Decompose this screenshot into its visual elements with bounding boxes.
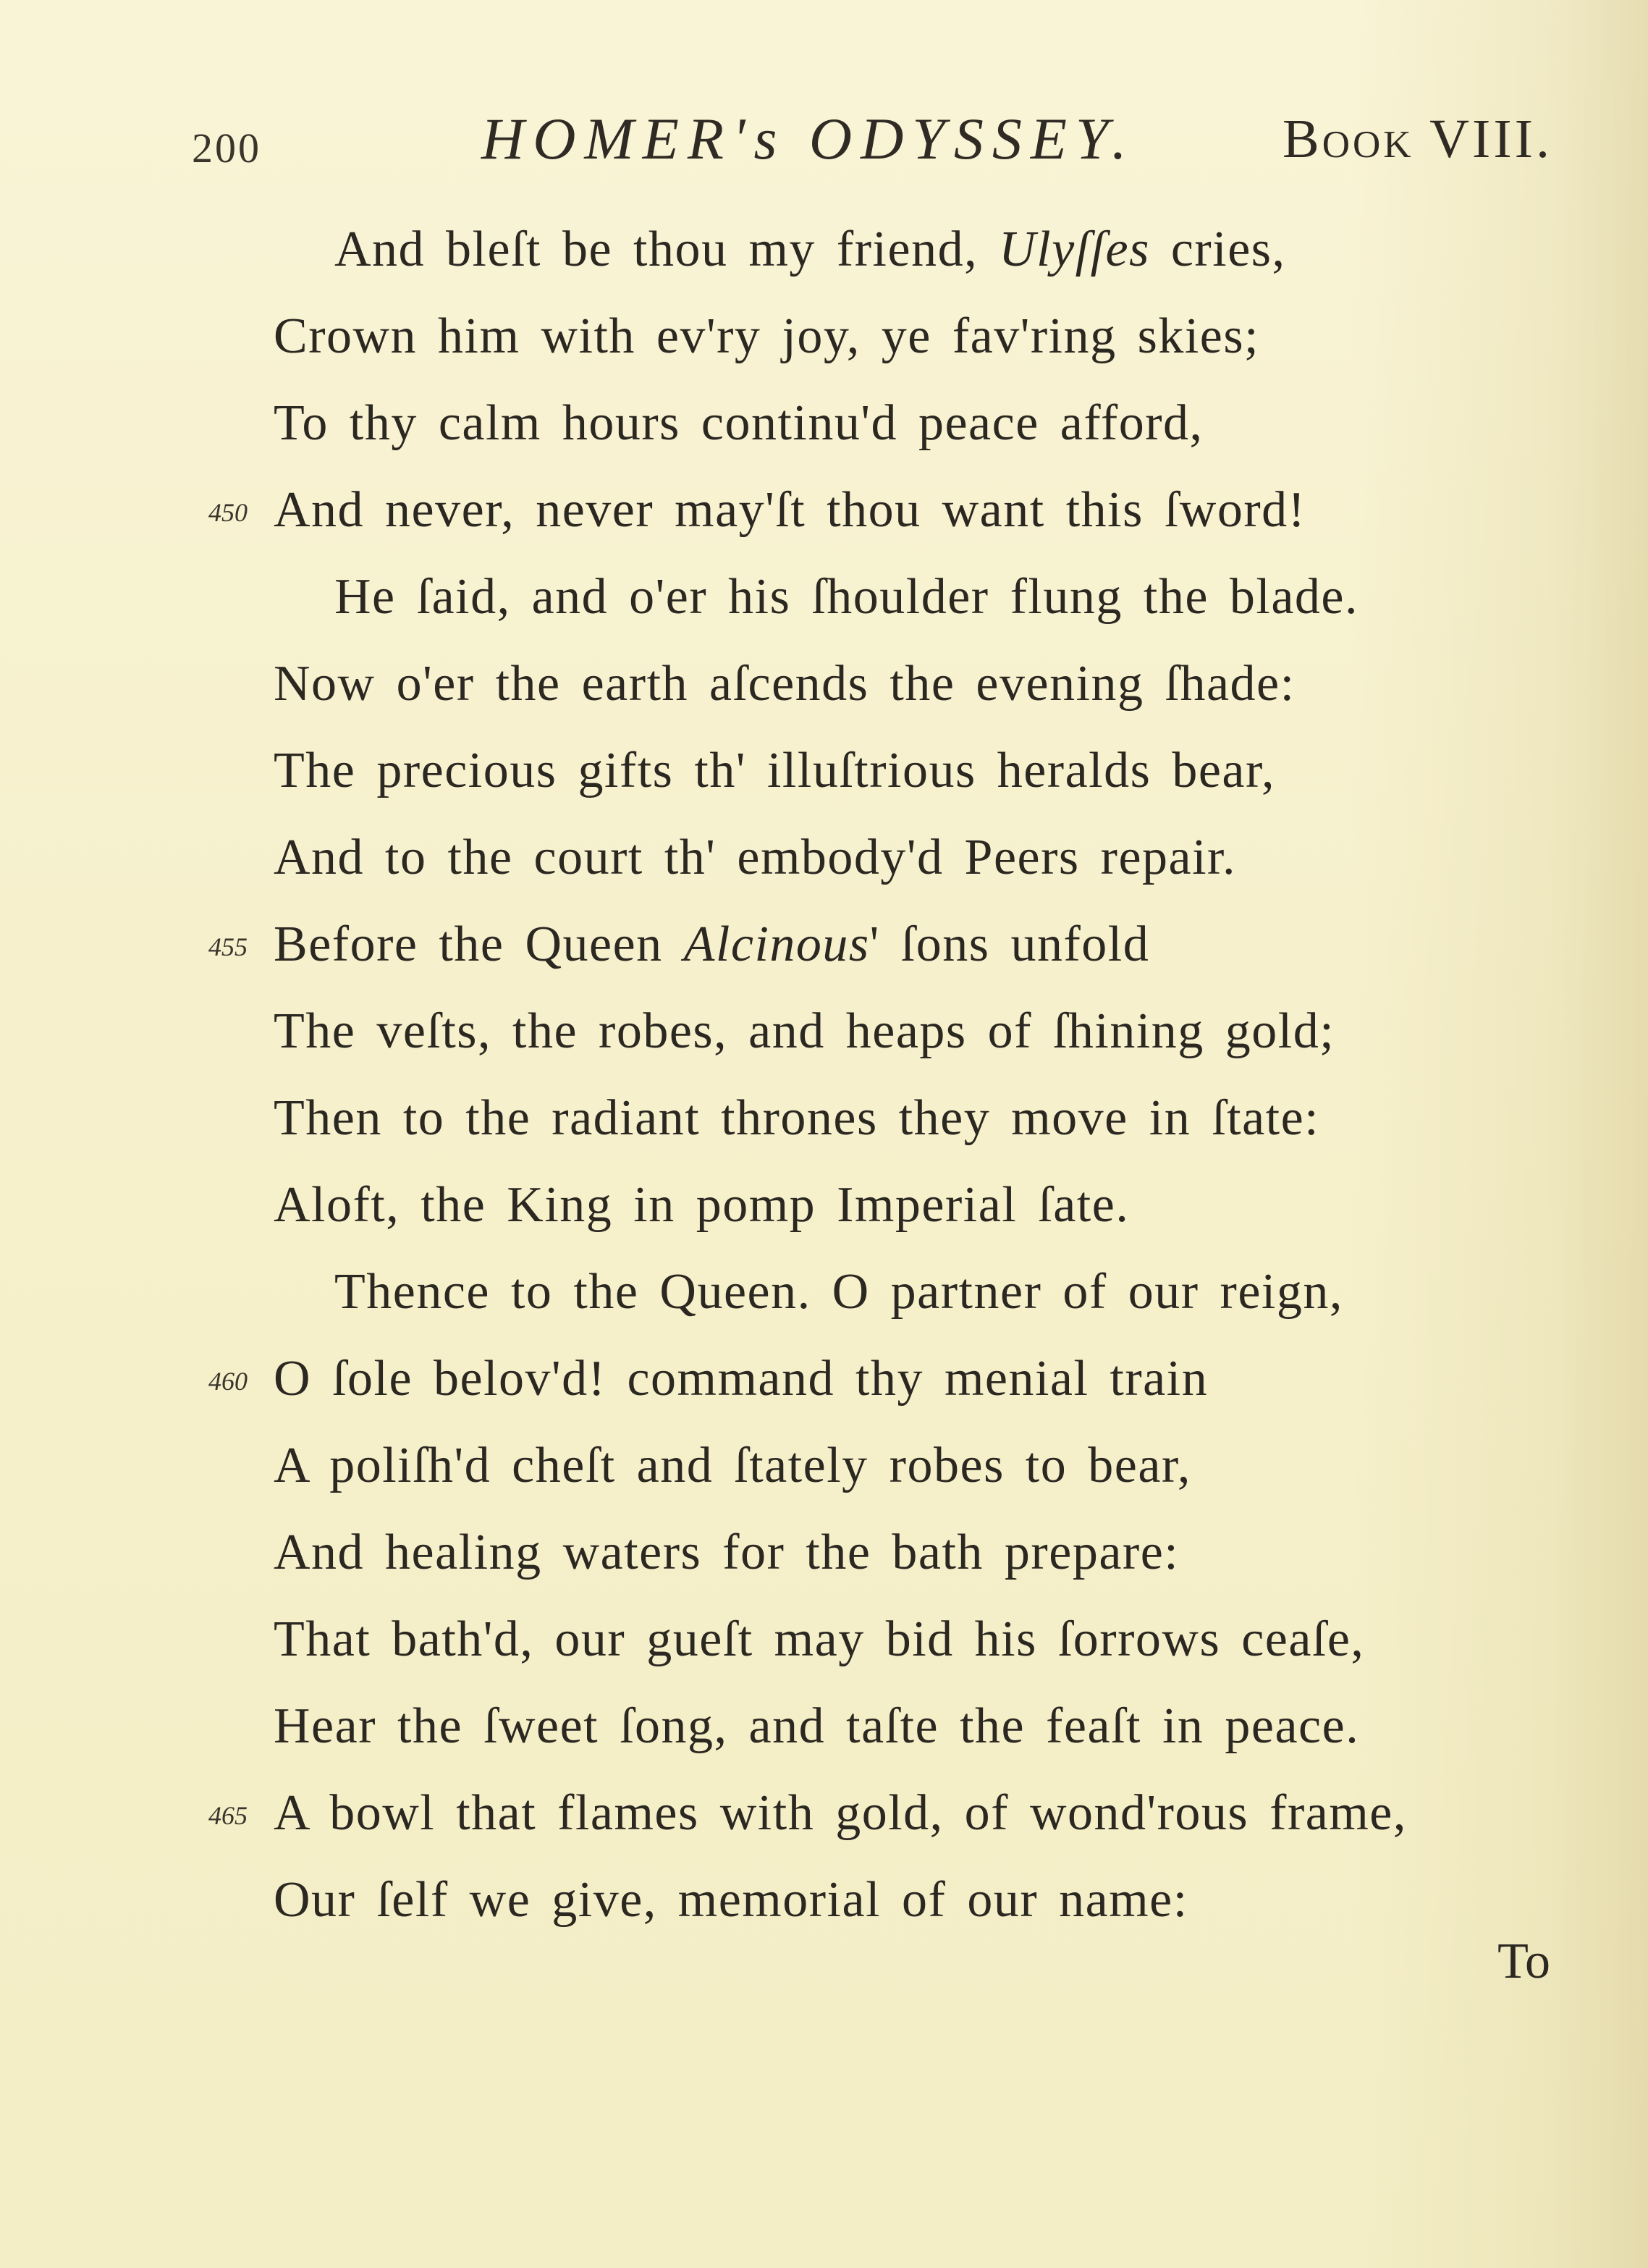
verse-line: Crown him with ev'ry joy, ye fav'ring skies; xyxy=(274,308,1260,364)
verse-line: That bath'd, our gueſt may bid his ſorrows ceaſe, xyxy=(274,1611,1365,1667)
verse-line: A bowl that flames with gold, of wond'rous frame, xyxy=(274,1785,1407,1841)
verse-line: Before the Queen Alcinous' ſons unfold xyxy=(274,916,1150,972)
verse-line: To thy calm hours continu'd peace afford, xyxy=(274,395,1204,451)
verse-line: A poliſh'd cheſt and ſtately robes to bear, xyxy=(274,1438,1191,1493)
verse-line: The precious gifts th' illuſtrious heralds bear, xyxy=(274,743,1276,798)
verse-line: And never, never may'ſt thou want this ſword! xyxy=(274,482,1306,538)
line-number: 465 xyxy=(208,1801,248,1830)
verse-line: He ſaid, and o'er his ſhoulder flung the blade. xyxy=(334,569,1358,625)
page-number: 200 xyxy=(192,125,261,172)
verse-line: And healing waters for the bath prepare: xyxy=(274,1525,1180,1580)
verse-line: Hear the ſweet ſong, and taſte the feaſt in peace. xyxy=(274,1698,1360,1754)
verse-line: Our ſelf we give, memorial of our name: xyxy=(274,1872,1188,1928)
verse-line: Then to the radiant thrones they move in ſtate: xyxy=(274,1090,1320,1146)
verse-line: Thence to the Queen. O partner of our reign, xyxy=(334,1264,1343,1320)
verse-line: And to the court th' embody'd Peers repair. xyxy=(274,830,1237,885)
proper-name: Alcinous xyxy=(683,916,870,972)
running-title: HOMER's ODYSSEY. xyxy=(481,106,1136,172)
proper-name: Ulyſſes xyxy=(999,222,1150,277)
verse-line: Now o'er the earth aſcends the evening ſhade: xyxy=(274,656,1296,712)
verse-line: And bleſt be thou my friend, Ulyſſes cries, xyxy=(334,222,1286,277)
verse-line: O ſole belov'd! command thy menial train xyxy=(274,1351,1209,1407)
line-number: 450 xyxy=(208,498,248,527)
page-header xyxy=(192,105,1552,185)
verse-line: Aloft, the King in pomp Imperial ſate. xyxy=(274,1177,1130,1233)
line-number: 455 xyxy=(208,932,248,961)
verse-line: The veſts, the robes, and heaps of ſhining gold; xyxy=(274,1003,1335,1059)
book-label: Book VIII. xyxy=(1283,109,1552,169)
catchword: To xyxy=(1497,1934,1550,1989)
line-number: 460 xyxy=(208,1367,248,1396)
